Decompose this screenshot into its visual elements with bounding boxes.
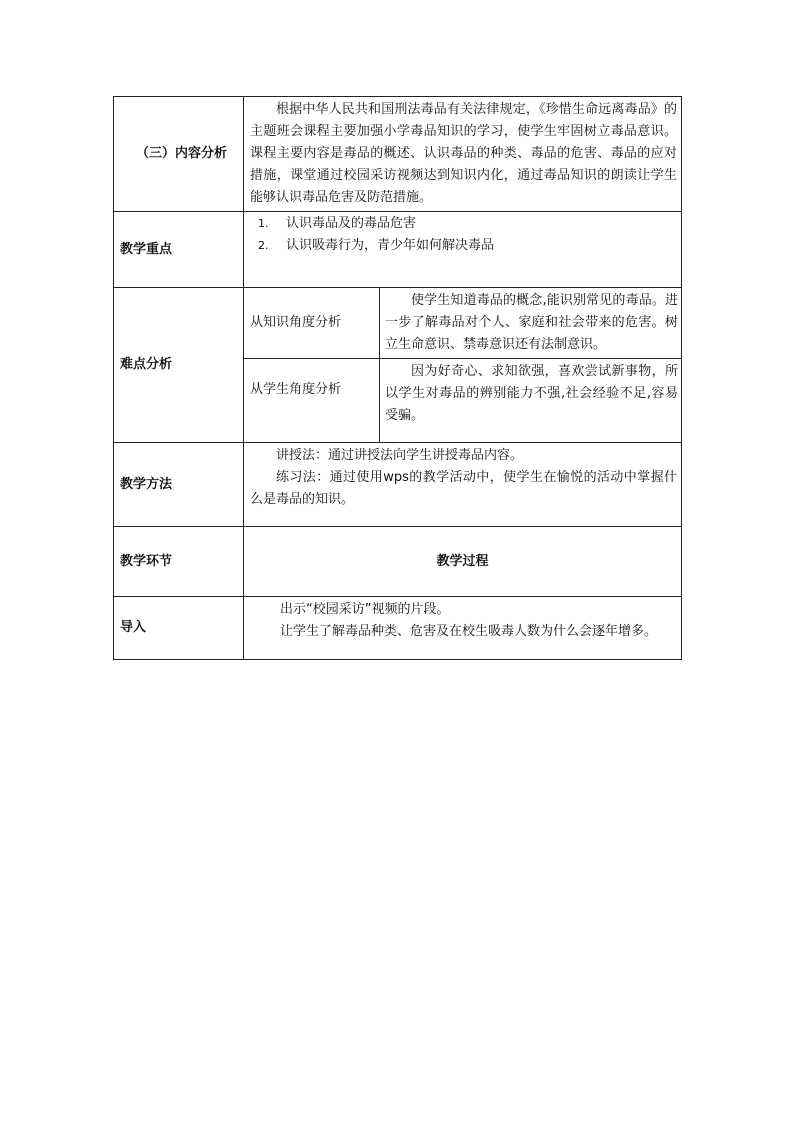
intro-row: [114, 597, 682, 660]
knowledge-angle-label: 从知识角度分析: [244, 288, 380, 359]
method-lecture: 讲授法：通过讲授法向学生讲授毒品内容。: [276, 448, 524, 463]
stages-label: 教学环节: [114, 527, 244, 597]
process-header: 教学过程: [244, 527, 682, 597]
key-points-cell: [244, 212, 682, 288]
knowledge-angle-text: 使学生知道毒品的概念,能识别常见的毒品。进一步了解毒品对个人、家庭和社会带来的危害。树立生命意识、禁毒意识还有法制意识。: [380, 288, 682, 359]
list-number: 2.: [258, 239, 269, 252]
intro-label: 导入: [114, 597, 244, 660]
intro-cell: [244, 597, 682, 660]
difficulty-label: 难点分析: [114, 288, 244, 443]
content-analysis-text: 根据中华人民共和国刑法毒品有关法律规定，《珍惜生命远离毒品》的主题班会课程主要加强小学毒品知识的学习，使学生牢固树立毒品意识。课程主要内容是毒品的概述、认识毒品的种类、毒品的危害、毒品的应对措施，课堂通过校园采访视频达到知识内化，通过毒品知识的朗读让学生能够认识毒品危害及防范措施。: [244, 97, 682, 212]
content-analysis-row: [114, 97, 682, 212]
key-points-list: [244, 213, 681, 257]
intro-line-goal: 让学生了解毒品种类、危害及在校生吸毒人数为什么会逐年增多。: [280, 624, 658, 639]
methods-cell: [244, 443, 682, 527]
difficulty-row-knowledge: [114, 288, 682, 359]
lesson-plan-table: [113, 96, 682, 660]
student-angle-text: 因为好奇心、求知欲强，喜欢尝试新事物，所以学生对毒品的辨别能力不强,社会经验不足,容易受骗。: [380, 359, 682, 443]
list-number: 1.: [258, 217, 269, 230]
intro-line-video: 出示“校园采访”视频的片段。: [280, 602, 450, 617]
list-text: 认识毒品及的毒品危害: [286, 216, 417, 231]
content-analysis-label: （三）内容分析: [114, 97, 244, 212]
key-points-label: 教学重点: [114, 212, 244, 288]
methods-row: [114, 443, 682, 527]
methods-label: 教学方法: [114, 443, 244, 527]
method-practice: 练习法：通过使用wps的教学活动中，使学生在愉悦的活动中掌握什么是毒品的知识。: [250, 470, 678, 507]
student-angle-label: 从学生角度分析: [244, 359, 380, 443]
list-text: 认识吸毒行为，青少年如何解决毒品: [286, 238, 495, 253]
list-item: [258, 235, 681, 257]
list-item: [258, 213, 681, 235]
key-points-row: [114, 212, 682, 288]
stages-row: [114, 527, 682, 597]
